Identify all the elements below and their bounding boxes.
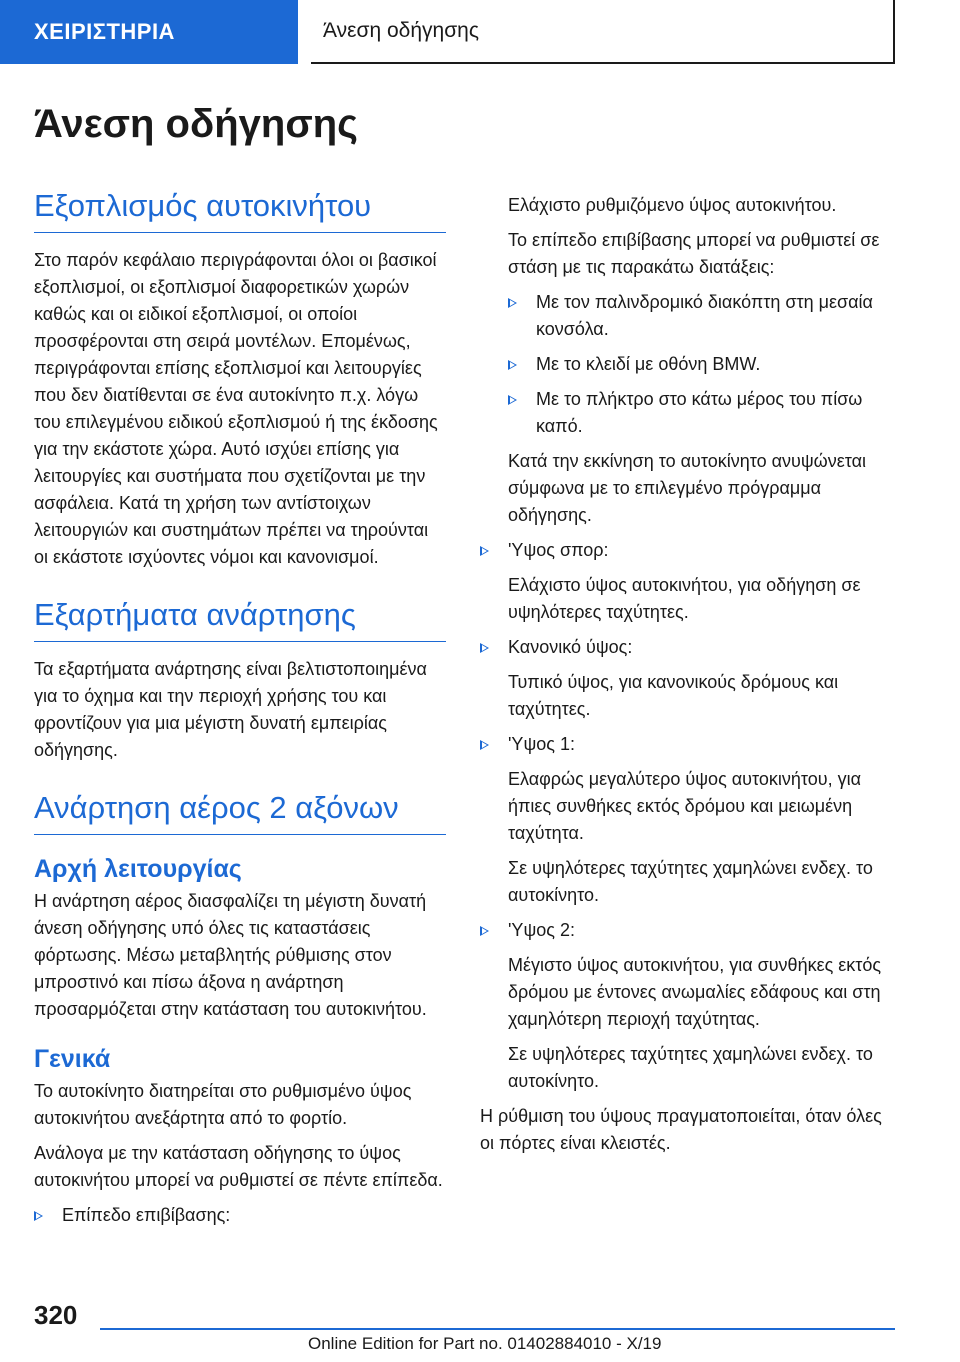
- subsection-title: Αρχή λειτουργίας: [34, 855, 242, 883]
- list-item: [480, 537, 900, 564]
- left-column: [34, 188, 446, 1237]
- bullet-triangle-icon: [480, 740, 489, 750]
- page-footer: [0, 1300, 960, 1362]
- paragraph: Ανάλογα με την κατάσταση οδήγησης το ύψος αυτοκινήτου μπορεί να ρυθμιστεί σε πέντε επίπεδα.: [34, 1143, 443, 1190]
- page-title: Άνεση οδήγησης: [34, 102, 358, 146]
- paragraph: Μέγιστο ύψος αυτοκινήτου, για συνθήκες εκτός δρόμου με έντονες ανωμαλίες εδάφους και στη χαμηλότερη περιοχή ταχύτητας.: [508, 955, 882, 1029]
- bullet-triangle-icon: [480, 926, 489, 936]
- list-item: [508, 386, 900, 440]
- section-title: Ανάρτηση αέρος 2 αξόνων: [34, 790, 446, 835]
- page-header: [0, 0, 960, 66]
- edition-text: Online Edition for Part no. 01402884010 - X/19: [308, 1334, 662, 1353]
- list-item-label: Με το πλήκτρο στο κάτω μέρος του πίσω καπό.: [536, 389, 863, 436]
- bullet-triangle-icon: [508, 395, 517, 405]
- section-suspension: [34, 597, 446, 764]
- section-air-suspension: [34, 790, 446, 1229]
- paragraph: Κατά την εκκίνηση το αυτοκίνητο ανυψώνεται σύμφωνα με το επιλεγμένο πρόγραμμα οδήγησης.: [508, 451, 867, 525]
- list-item: [34, 1202, 446, 1229]
- paragraph: Ελάχιστο ρυθμιζόμενο ύψος αυτοκινήτου.: [508, 195, 837, 215]
- chapter-tab[interactable]: ΧΕΙΡΙΣΤΗΡΙΑ: [0, 0, 298, 64]
- list-item-label: Επίπεδο επιβίβασης:: [62, 1205, 231, 1225]
- list-item: [508, 289, 900, 343]
- paragraph: Τα εξαρτήματα ανάρτησης είναι βελτιστοποιημένα για το όχημα και την περιοχή χρήσης του και φροντίζουν για μια μέγιστη δυνατή εμπειρίας οδήγησης.: [34, 659, 427, 760]
- section-title: Εξαρτήματα ανάρτησης: [34, 597, 446, 642]
- list-item: [480, 634, 900, 661]
- paragraph: Στο παρόν κεφάλαιο περιγράφονται όλοι οι βασικοί εξοπλισμοί, οι εξοπλισμοί διαφορετικών χωρών καθώς και οι ειδικοί εξοπλισμοί, οι οποίοι προσφέρονται στη σειρά μοντέλων. Επομένως, περιγράφονται επίσης εξοπλισμοί και λειτουργίες που δεν διατίθενται σε ένα αυτοκίνητο π.χ. λόγω του επιλεγμένου ειδικού εξοπλισμού ή της έκδοσης για την εκάστοτε χώρα. Αυτό ισχύει επίσης για λειτουργίες και συστήματα που σχετίζονται με την ασφάλεια. Κατά τη χρήση των αντίστοιχων λειτουργιών και συστημάτων πρέπει να τηρούνται οι εκάστοτε ισχύοντες νόμοι και κανονισμοί.: [34, 250, 438, 567]
- paragraph: Η ανάρτηση αέρος διασφαλίζει τη μέγιστη δυνατή άνεση οδήγησης υπό όλες τις καταστάσεις φόρτωσης. Μέσω μεταβλητής ρύθμισης στον μπροστινό και πίσω άξονα η ανάρτηση προσαρμόζεται στην κατάσταση του αυτοκινήτου.: [34, 891, 427, 1019]
- list-item-label: Κανονικό ύψος:: [508, 637, 633, 657]
- list-item-label: 'Υψος 1:: [508, 734, 575, 754]
- paragraph: Τυπικό ύψος, για κανονικούς δρόμους και ταχύτητες.: [508, 672, 839, 719]
- right-column: [480, 192, 900, 1165]
- paragraph: Η ρύθμιση του ύψους πραγματοποιείται, όταν όλες οι πόρτες είναι κλειστές.: [480, 1106, 882, 1153]
- paragraph: Ελαφρώς μεγαλύτερο ύψος αυτοκινήτου, για ήπιες συνθήκες εκτός δρόμου και μειωμένη ταχύτητα.: [508, 769, 861, 843]
- bullet-triangle-icon: [480, 643, 489, 653]
- section-vehicle-equipment: [34, 188, 446, 571]
- list-item-label: Με το κλειδί με οθόνη BMW.: [536, 354, 761, 374]
- list-item: [508, 351, 900, 378]
- list-item-label: 'Υψος 2:: [508, 920, 575, 940]
- paragraph: Το αυτοκίνητο διατηρείται στο ρυθμισμένο ύψος αυτοκινήτου ανεξάρτητα από το φορτίο.: [34, 1081, 412, 1128]
- bullet-triangle-icon: [480, 546, 489, 556]
- paragraph: Σε υψηλότερες ταχύτητες χαμηλώνει ενδεχ. το αυτοκίνητο.: [508, 858, 873, 905]
- paragraph: Το επίπεδο επιβίβασης μπορεί να ρυθμιστεί σε στάση με τις παρακάτω διατάξεις:: [508, 230, 880, 277]
- list-item: [480, 917, 900, 944]
- list-item-label: 'Υψος σπορ:: [508, 540, 609, 560]
- section-title: Εξοπλισμός αυτοκινήτου: [34, 188, 446, 233]
- section-tab[interactable]: Άνεση οδήγησης: [311, 0, 895, 64]
- bullet-triangle-icon: [508, 360, 517, 370]
- bullet-triangle-icon: [508, 298, 517, 308]
- list-item: [480, 731, 900, 758]
- paragraph: Σε υψηλότερες ταχύτητες χαμηλώνει ενδεχ. το αυτοκίνητο.: [508, 1044, 873, 1091]
- paragraph: Ελάχιστο ύψος αυτοκινήτου, για οδήγηση σε υψηλότερες ταχύτητες.: [508, 575, 861, 622]
- page-number: 320: [34, 1300, 78, 1330]
- bullet-triangle-icon: [34, 1211, 43, 1221]
- list-item-label: Με τον παλινδρομικό διακόπτη στη μεσαία κονσόλα.: [536, 292, 873, 339]
- footer-divider: [100, 1328, 895, 1330]
- subsection-title: Γενικά: [34, 1045, 111, 1073]
